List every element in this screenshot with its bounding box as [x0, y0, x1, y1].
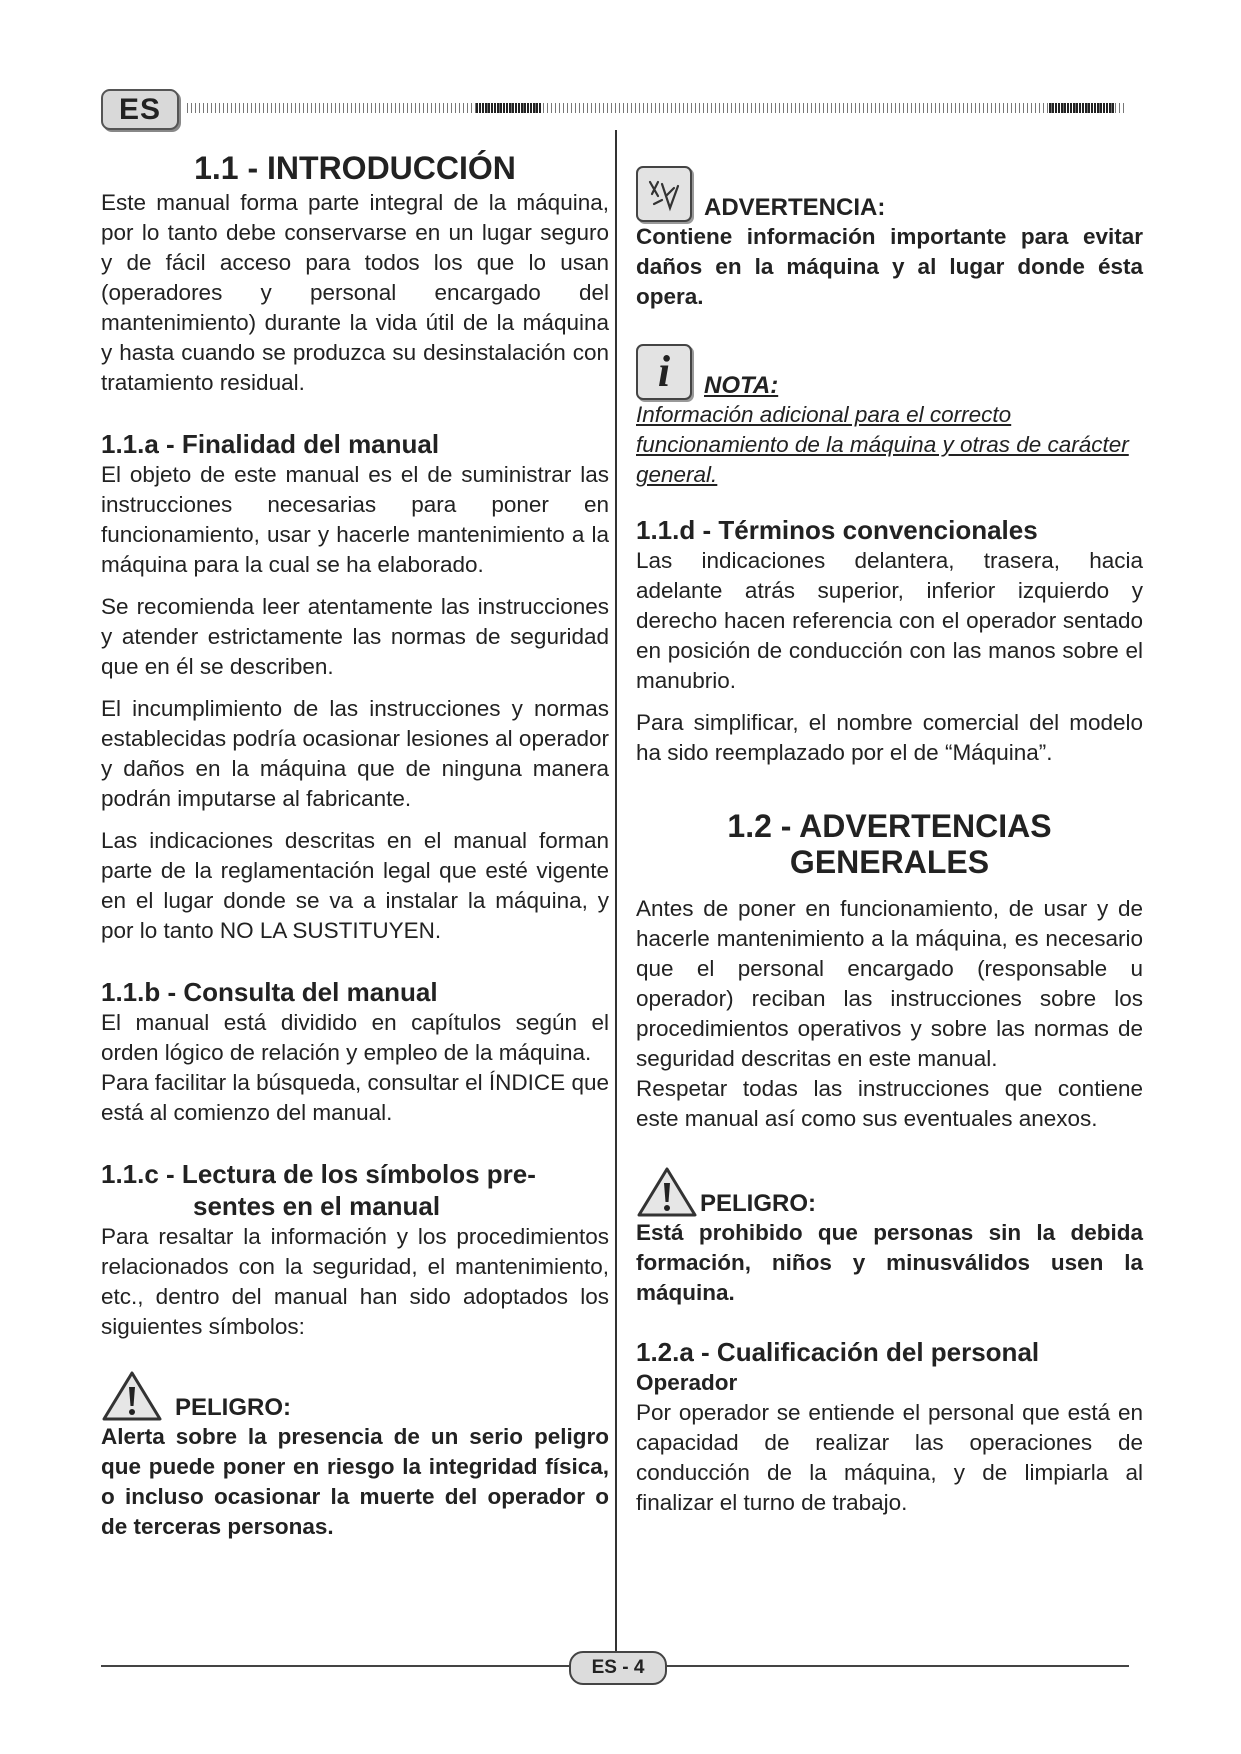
consulta-paragraph-1: El manual está dividido en capítulos según el orden lógico de relación y empleo de la máquina. [101, 1010, 609, 1065]
nota-label: NOTA: [704, 372, 779, 399]
page-number: ES - 4 [569, 1651, 667, 1685]
terminos-paragraph-2: Para simplificar, el nombre comercial del modelo ha sido reemplazado por el de “Máquina”. [636, 710, 1143, 765]
right-column [636, 166, 1143, 1518]
lectura-title-line-2: sentes en el manual [193, 1191, 441, 1221]
peligro-block-right [636, 1166, 1143, 1218]
advertencia-icon [636, 166, 692, 222]
lectura-paragraph: Para resaltar la información y los procedimientos relacionados con la seguridad, el mantenimiento, etc., dentro del manual han sido adoptados los siguientes símbolos: [101, 1224, 609, 1339]
peligro-text: Está prohibido que personas sin la debida formación, niños y minusválidos usen la máquina. [636, 1220, 1143, 1305]
operador-text: Por operador se entiende el personal que está en capacidad de realizar las operaciones de conducción de la máquina, y de limpiarla al finalizar el turno de trabajo. [636, 1400, 1143, 1515]
peligro-text: Alerta sobre la presencia de un serio peligro que puede poner en riesgo la integridad física, o incluso ocasionar la muerte del operador o de terceras personas. [101, 1424, 609, 1539]
intro-title: 1.1 - INTRODUCCIÓN [194, 150, 516, 186]
language-badge: ES [101, 89, 179, 130]
peligro-label: PELIGRO: [175, 1394, 292, 1421]
finalidad-paragraph-2: Se recomienda leer atentamente las instrucciones y atender estrictamente las normas de seguridad que en él se describen. [101, 594, 609, 679]
consulta-paragraph-2: Para facilitar la búsqueda, consultar el ÍNDICE que está al comienzo del manual. [101, 1070, 609, 1125]
info-icon: i [636, 344, 692, 400]
finalidad-paragraph-4: Las indicaciones descritas en el manual forman parte de la reglamentación legal que esté vigente en el lugar donde se va a instalar la máquina, y por lo tanto NO LA SUSTITUYEN. [101, 828, 609, 943]
advertencia-text: Contiene información importante para evitar daños en la máquina y al lugar donde ésta opera. [636, 224, 1143, 309]
finalidad-title: 1.1.a - Finalidad del manual [101, 429, 440, 459]
peligro-block-left [101, 1370, 609, 1422]
cualificacion-title: 1.2.a - Cualificación del personal [636, 1337, 1040, 1367]
column-divider [615, 130, 617, 1652]
danger-warning-icon [101, 1370, 163, 1422]
finalidad-paragraph-1: El objeto de este manual es el de suministrar las instrucciones necesarias para poner en funcionamiento, usar y hacerle mantenimiento a la máquina para la cual se ha elaborado. [101, 462, 609, 577]
intro-text: Este manual forma parte integral de la máquina, por lo tanto debe conservarse en un lugar seguro y de fácil acceso para todos los que lo usan (operadores y personal encargado del mantenimiento) durante la vida útil de la máquina y hasta cuando se produzca su desinstalación con tratamiento residual. [101, 190, 609, 395]
advertencias-title-line-2: GENERALES [789, 844, 990, 880]
terminos-title: 1.1.d - Términos convencionales [636, 515, 1038, 545]
left-column [101, 150, 609, 1542]
nota-block [636, 344, 1143, 400]
advertencias-title-line-1: 1.2 - ADVERTENCIAS [727, 808, 1052, 844]
advertencias-paragraph-2: Respetar todas las instrucciones que contiene este manual así como sus eventuales anexos. [636, 1076, 1143, 1131]
advertencia-block [636, 166, 1143, 222]
advertencias-paragraph-1: Antes de poner en funcionamiento, de usar y de hacerle mantenimiento a la máquina, es necesario que el personal encargado (responsable u operador) reciban las instrucciones sobre los procedimientos operativos y sobre las normas de seguridad descritas en este manual. [636, 896, 1143, 1071]
header-rule [187, 103, 1127, 113]
danger-warning-icon [636, 1166, 698, 1218]
advertencia-label: ADVERTENCIA: [704, 194, 886, 221]
terminos-paragraph-1: Las indicaciones delantera, trasera, hacia adelante atrás superior, inferior izquierdo y derecho hacen referencia con el operador sentado en posición de conducción con las manos sobre el manubrio. [636, 548, 1143, 693]
nota-text: Información adicional para el correcto funcionamiento de la máquina y otras de carácter general. [636, 402, 1129, 487]
peligro-label: PELIGRO: [700, 1190, 817, 1217]
lectura-title-line-1: 1.1.c - Lectura de los símbolos pre- [101, 1159, 536, 1189]
operador-subtitle: Operador [636, 1370, 738, 1395]
consulta-title: 1.1.b - Consulta del manual [101, 977, 438, 1007]
finalidad-paragraph-3: El incumplimiento de las instrucciones y normas establecidas podría ocasionar lesiones al operador y daños en la máquina que de ninguna manera podrán imputarse al fabricante. [101, 696, 609, 811]
